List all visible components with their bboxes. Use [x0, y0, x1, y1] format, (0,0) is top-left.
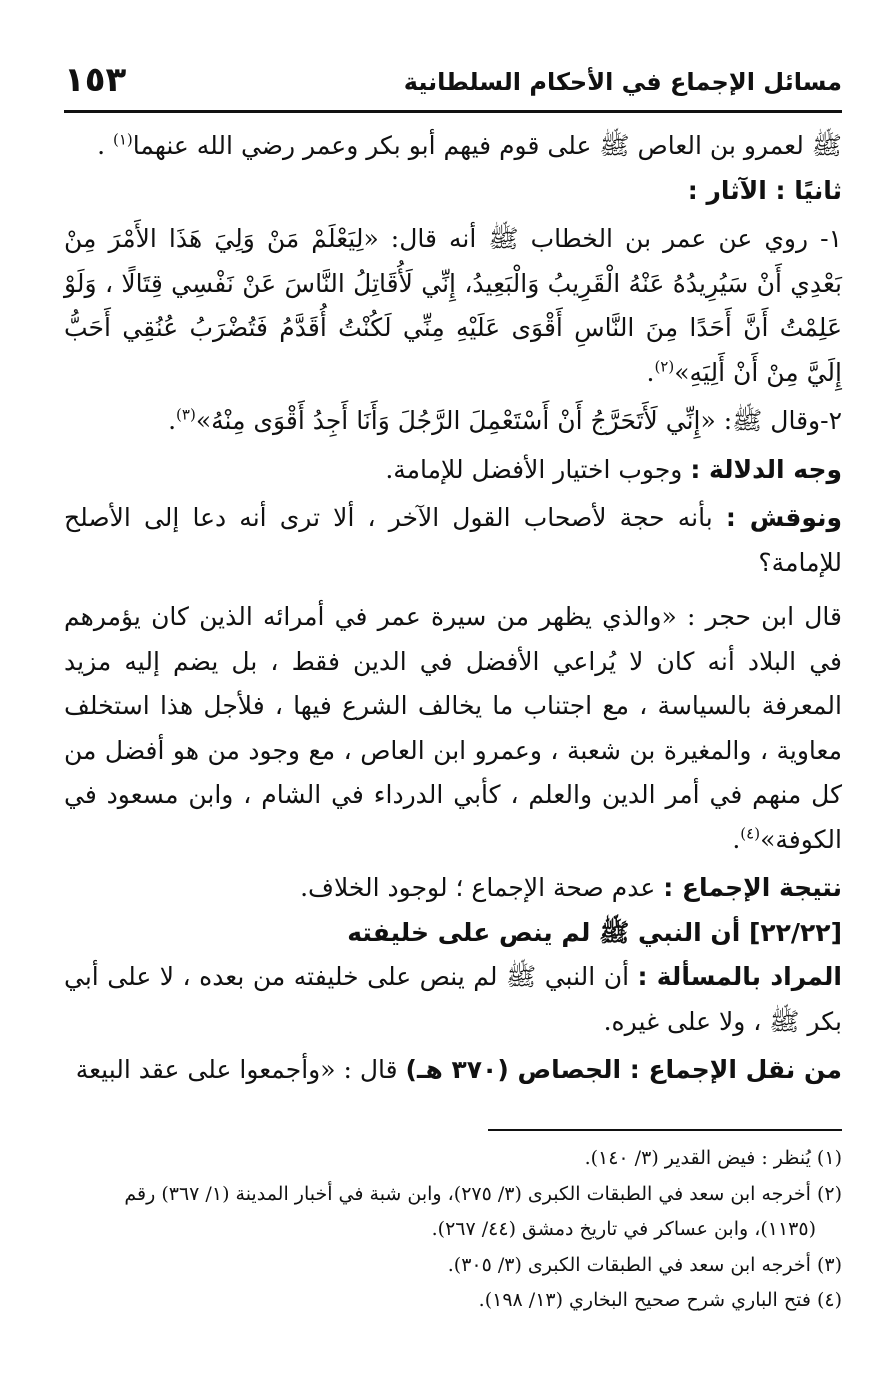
- footnote-ref-3: (٣): [176, 405, 196, 424]
- continuation-end: .: [97, 131, 113, 160]
- page-header: [64, 60, 842, 104]
- naql-text: قال : «وأجمعوا على عقد البيعة: [75, 1055, 406, 1084]
- wajh-dalala: [64, 448, 842, 493]
- paragraph-continuation: [64, 124, 842, 169]
- section-title-text: [٢٢/٢٢] أن النبي ﷺ لم ينص على خليفته: [347, 917, 842, 947]
- footnote-2-continued: [64, 1212, 842, 1248]
- wajh-label: وجه الدلالة :: [690, 454, 842, 484]
- ibn-hajar-text: قال ابن حجر : «والذي يظهر من سيرة عمر في أمرائه الذين كان يؤمرهم في البلاد أنه كان لا يُراعي الأفضل في الدين فقط ، بل يضم إليه مزيد المعرفة بالسياسة ، مع اجتناب ما يخالف الشرع فيها ، فلأجل هذا استخلف معاوية ، والمغيرة بن شعبة ، وعمرو ابن العاص ، مع وجود من هو أفضل من كل منهم في أمر الدين والعلم ، كأبي الدرداء في الشام ، وابن مسعود في الكوفة»: [64, 602, 843, 854]
- murad-text: أن النبي ﷺ لم ينص على خليفته من بعده ، لا على أبي بكر ﷺ ، ولا على غيره.: [64, 962, 842, 1036]
- continuation-text: ﷺ لعمرو بن العاص ﷺ على قوم فيهم أبو بكر وعمر رضي الله عنهما: [132, 131, 842, 160]
- section-title: [64, 911, 842, 956]
- footnote-3: (٣) أخرجه ابن سعد في الطبقات الكبرى (٣/ ٣٠٥).: [447, 1253, 842, 1276]
- header-rule: [64, 110, 842, 113]
- footnote-1: (١) يُنظر : فيض القدير (٣/ ١٤٠).: [584, 1147, 842, 1169]
- heading-athar-text: ثانيًا : الآثار :: [687, 175, 842, 205]
- footnote-rule: [488, 1129, 842, 1131]
- athar-1: [64, 217, 842, 395]
- naql-ijma: [64, 1048, 842, 1093]
- footnotes: [64, 1141, 842, 1319]
- footnote-4: (٤) فتح الباري شرح صحيح البخاري (١٣/ ١٩٨).: [478, 1289, 842, 1311]
- page-number: ١٥٣: [64, 60, 127, 100]
- natija-text: عدم صحة الإجماع ؛ لوجود الخلاف.: [300, 873, 664, 902]
- murad-label: المراد بالمسألة :: [637, 962, 842, 991]
- footnote-2-continued-text: (١١٣٥)، وابن عساكر في تاريخ دمشق (٤٤/ ٢٦٧).: [431, 1218, 816, 1240]
- ibn-hajar-quote: [64, 595, 842, 862]
- athar-1-text: ١- روي عن عمر بن الخطاب ﷺ أنه قال: «لِيَعْلَمْ مَنْ وَلِيَ هَذَا الأَمْرَ مِنْ بَعْدِي أَنْ سَيُرِيدُهُ عَنْهُ الْقَرِيبُ وَالْبَعِيدُ، إِنِّي لَأُقَاتِلُ النَّاسَ عَنْ نَفْسِي قِتَالًا ، وَلَوْ عَلِمْتُ أَنَّ أَحَدًا مِنَ النَّاسِ أَقْوَى عَلَيْهِ مِنِّي لَكُنْتُ أُقَدَّمُ فَتُضْرَبُ عُنُقِي أَحَبُّ إِلَيَّ مِنْ أَنْ أَلِيَهِ»: [64, 224, 842, 387]
- athar-1-end: .: [646, 357, 655, 387]
- nuqish-text: بأنه حجة لأصحاب القول الآخر ، ألا ترى أنه دعا إلى الأصلح للإمامة؟: [64, 503, 842, 577]
- ibn-hajar-end: .: [732, 824, 741, 854]
- athar-2-end: .: [168, 406, 177, 435]
- nuqish: [64, 496, 842, 585]
- footnote-ref-4: (٤): [740, 824, 761, 843]
- footnote-2: (٢) أخرجه ابن سعد في الطبقات الكبرى (٣/ ٢٧٥)، وابن شبة في أخبار المدينة (١/ ٣٦٧) رقم: [124, 1182, 842, 1205]
- running-title: مسائل الإجماع في الأحكام السلطانية: [403, 68, 842, 96]
- athar-2: [64, 399, 842, 444]
- footnote-ref-2: (٢): [654, 357, 675, 376]
- athar-2-text: ٢-وقال ﷺ: «إِنِّي لَأَتَحَرَّجُ أَنْ أَسْتَعْمِلَ الرَّجُلَ وَأَنَا أَجِدُ أَقْوَى مِنْهُ»: [195, 406, 842, 435]
- nuqish-label: ونوقش :: [725, 503, 843, 532]
- wajh-text: وجوب اختيار الأفضل للإمامة.: [385, 454, 691, 484]
- heading-athar: [64, 169, 842, 214]
- murad: [64, 955, 842, 1044]
- natija-label: نتيجة الإجماع :: [663, 873, 842, 902]
- main-text: [64, 124, 842, 1093]
- naql-label: من نقل الإجماع :: [629, 1055, 842, 1084]
- naql-name: الجصاص (٣٧٠ هـ): [405, 1055, 630, 1084]
- natija: [64, 866, 842, 911]
- footnote-ref-1: (١): [112, 130, 133, 149]
